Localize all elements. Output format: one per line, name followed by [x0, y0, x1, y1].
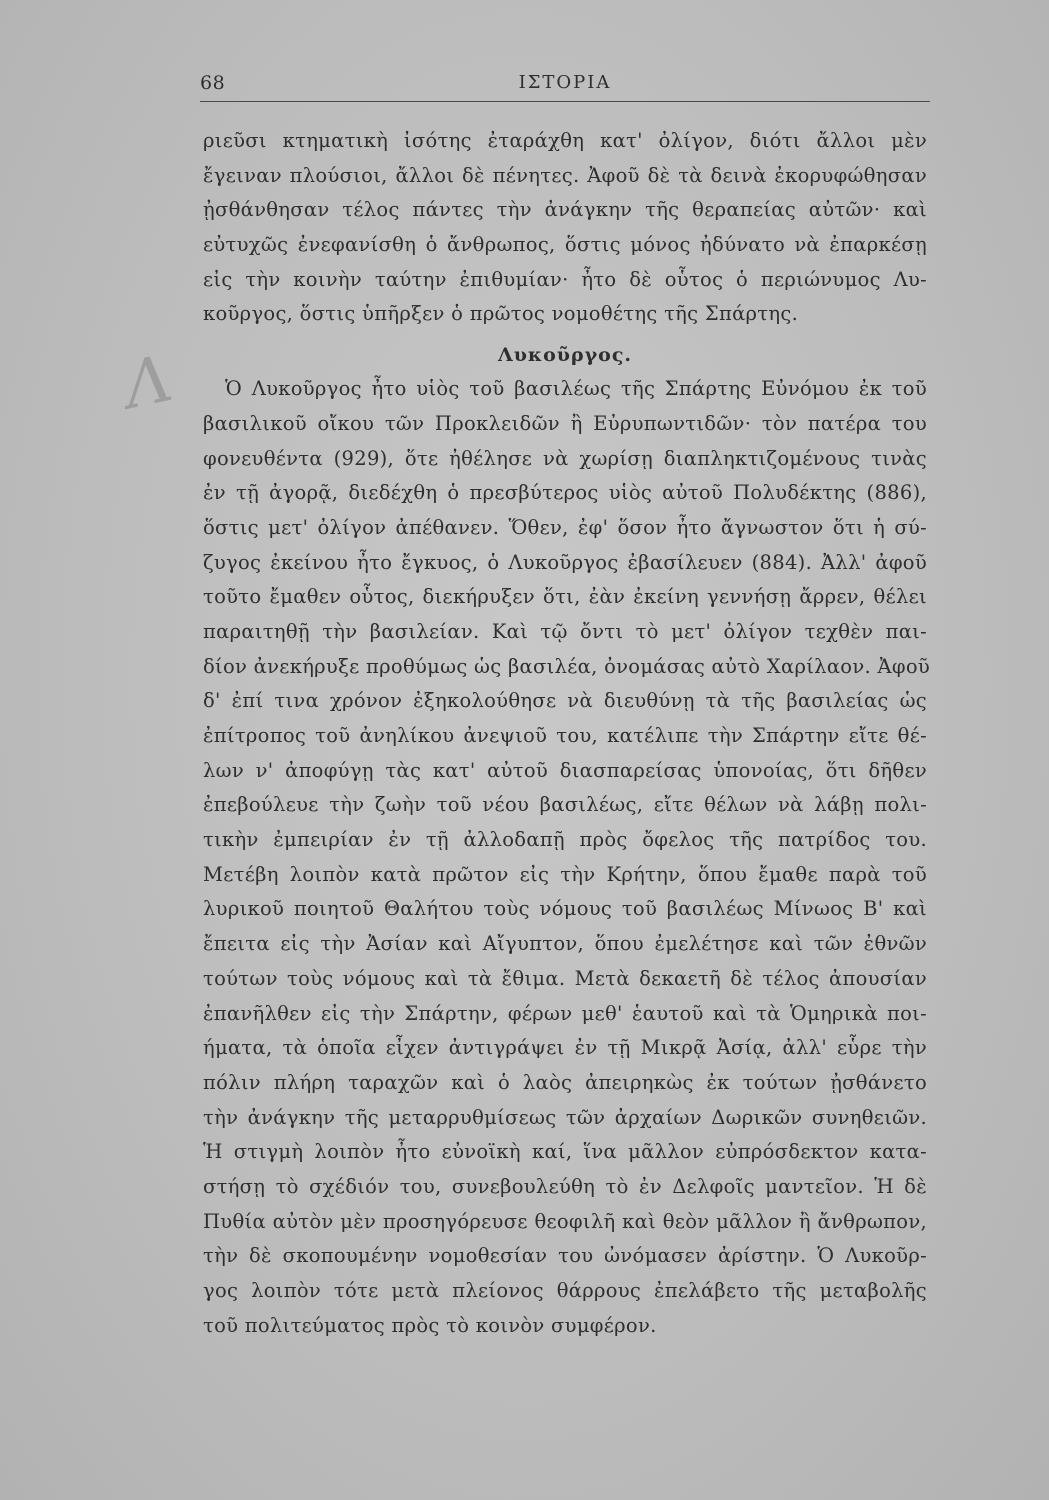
text-line: εὐτυχῶς ἐνεφανίσθη ὁ ἄνθρωπος, ὅστις μόνος ἠδύνατο νὰ ἐπαρκέσῃ [203, 233, 927, 257]
body-text [203, 124, 931, 1343]
text-line: τοῦτο ἔμαθεν οὗτος, διεκήρυξεν ὅτι, ἐὰν ἐκείνη γεννήσῃ ἄρρεν, θέλει [203, 585, 927, 609]
text-line: ἔπειτα εἰς τὴν Ἀσίαν καὶ Αἴγυπτον, ὅπου ἐμελέτησε καὶ τῶν ἐθνῶν [203, 932, 927, 956]
text-line: τικὴν ἐμπειρίαν ἐν τῇ ἀλλοδαπῇ πρὸς ὄφελος τῆς πατρίδος του. [203, 828, 927, 852]
running-title: ΙΣΤΟΡΙΑ [518, 72, 612, 93]
section-paragraph [203, 372, 931, 1343]
text-line: δίον ἀνεκήρυξε προθύμως ὡς βασιλέα, ὀνομάσας αὐτὸ Χαρίλαον. Ἀφοῦ [203, 654, 931, 678]
text-line: στήσῃ τὸ σχέδιόν του, συνεβουλεύθη τὸ ἐν Δελφοῖς μαντεῖον. Ἡ δὲ [203, 1174, 927, 1198]
text-line: ἐπεβούλευε τὴν ζωὴν τοῦ νέου βασιλέως, εἴτε θέλων νὰ λάβῃ πολι- [203, 793, 927, 817]
text-line: Ὁ Λυκοῦργος ἦτο υἱὸς τοῦ βασιλέως τῆς Σπάρτης Εὐνόμου ἐκ τοῦ [225, 377, 927, 401]
text-line: βασιλικοῦ οἴκου τῶν Προκλειδῶν ἢ Εὐρυπωντιδῶν· τὸν πατέρα του [203, 411, 927, 435]
text-line: ἐπανῆλθεν εἰς τὴν Σπάρτην, φέρων μεθ' ἑαυτοῦ καὶ τὰ Ὁμηρικὰ ποι- [203, 1001, 927, 1025]
text-line: τούτων τοὺς νόμους καὶ τὰ ἔθιμα. Μετὰ δεκαετῆ δὲ τέλος ἀπουσίαν [203, 966, 927, 990]
text-line: κοῦργος, ὅστις ὑπῆρξεν ὁ πρῶτος νομοθέτης τῆς Σπάρτης. [203, 302, 799, 326]
text-line: τὴν ἀνάγκην τῆς μεταρρυθμίσεως τῶν ἀρχαίων Δωρικῶν συνηθειῶν. [203, 1105, 927, 1129]
text-line: λυρικοῦ ποιητοῦ Θαλήτου τοὺς νόμους τοῦ βασιλέως Μίνωος Β' καὶ [203, 897, 927, 921]
page-number: 68 [200, 72, 226, 94]
page-header [200, 72, 930, 100]
text-line: πόλιν πλήρη ταραχῶν καὶ ὁ λαὸς ἀπειρηκὼς ἐκ τούτων ᾐσθάνετο [203, 1070, 927, 1094]
text-line: παραιτηθῇ τὴν βασιλείαν. Καὶ τῷ ὄντι τὸ μετ' ὀλίγον τεχθὲν παι- [203, 619, 927, 643]
section-heading: Λυκοῦργος. [497, 344, 633, 367]
text-line: τοῦ πολιτεύματος πρὸς τὸ κοινὸν συμφέρον. [203, 1313, 657, 1337]
text-line: ἐν τῇ ἀγορᾷ, διεδέχθη ὁ πρεσβύτερος υἱὸς αὐτοῦ Πολυδέκτης (886), [203, 481, 927, 505]
text-line: δ' ἐπί τινα χρόνον ἐξηκολούθησε νὰ διευθύνῃ τὰ τῆς βασιλείας ὡς [203, 689, 927, 713]
text-line: ἐπίτροπος τοῦ ἀνηλίκου ἀνεψιοῦ του, κατέλιπε τὴν Σπάρτην εἴτε θέ- [203, 724, 927, 747]
header-rule [200, 101, 930, 102]
text-line: γος λοιπὸν τότε μετὰ πλείονος θάρρους ἐπελάβετο τῆς μεταβολῆς [203, 1279, 927, 1302]
pencil-margin-note: Λ [117, 341, 179, 424]
text-line: εἰς τὴν κοινὴν ταύτην ἐπιθυμίαν· ἦτο δὲ οὗτος ὁ περιώνυμος Λυ- [203, 267, 927, 291]
text-line: Ἡ στιγμὴ λοιπὸν ἦτο εὐνοϊκὴ καί, ἵνα μᾶλλον εὐπρόσδεκτον κατα- [203, 1140, 927, 1164]
text-line: λων ν' ἀποφύγῃ τὰς κατ' αὐτοῦ διασπαρείσας ὑπονοίας, ὅτι δῆθεν [203, 758, 927, 782]
text-line: ᾐσθάνθησαν τέλος πάντες τὴν ἀνάγκην τῆς θεραπείας αὐτῶν· καὶ [203, 198, 927, 222]
text-line: Μετέβη λοιπὸν κατὰ πρῶτον εἰς τὴν Κρήτην, ὅπου ἔμαθε παρὰ τοῦ [203, 862, 927, 886]
text-line: ήματα, τὰ ὁποῖα εἶχεν ἀντιγράψει ἐν τῇ Μικρᾷ Ἀσίᾳ, ἀλλ' εὗρε τὴν [203, 1036, 927, 1060]
text-line: Πυθία αὐτὸν μὲν προσηγόρευσε θεοφιλῆ καὶ θεὸν μᾶλλον ἢ ἄνθρωπον, [203, 1209, 927, 1233]
text-line: ζυγος ἐκείνου ἦτο ἔγκυος, ὁ Λυκοῦργος ἐβασίλευεν (884). Ἀλλ' ἀφοῦ [203, 550, 927, 574]
text-line: φονευθέντα (929), ὅτε ἠθέλησε νὰ χωρίσῃ διαπληκτιζομένους τινὰς [203, 446, 927, 470]
text-line: ὅστις μετ' ὀλίγον ἀπέθανεν. Ὅθεν, ἐφ' ὅσον ἦτο ἄγνωστον ὅτι ἡ σύ- [203, 515, 927, 539]
intro-paragraph [203, 124, 927, 332]
text-line: ἔγειναν πλούσιοι, ἄλλοι δὲ πένητες. Ἀφοῦ δὲ τὰ δεινὰ ἐκορυφώθησαν [203, 163, 927, 187]
text-line: ριεῦσι κτηματικὴ ἰσότης ἐταράχθη κατ' ὀλίγον, διότι ἄλλοι μὲν [203, 129, 927, 152]
text-line: τὴν δὲ σκοπουμένην νομοθεσίαν του ὠνόμασεν ἀρίστην. Ὁ Λυκοῦρ- [203, 1244, 927, 1268]
